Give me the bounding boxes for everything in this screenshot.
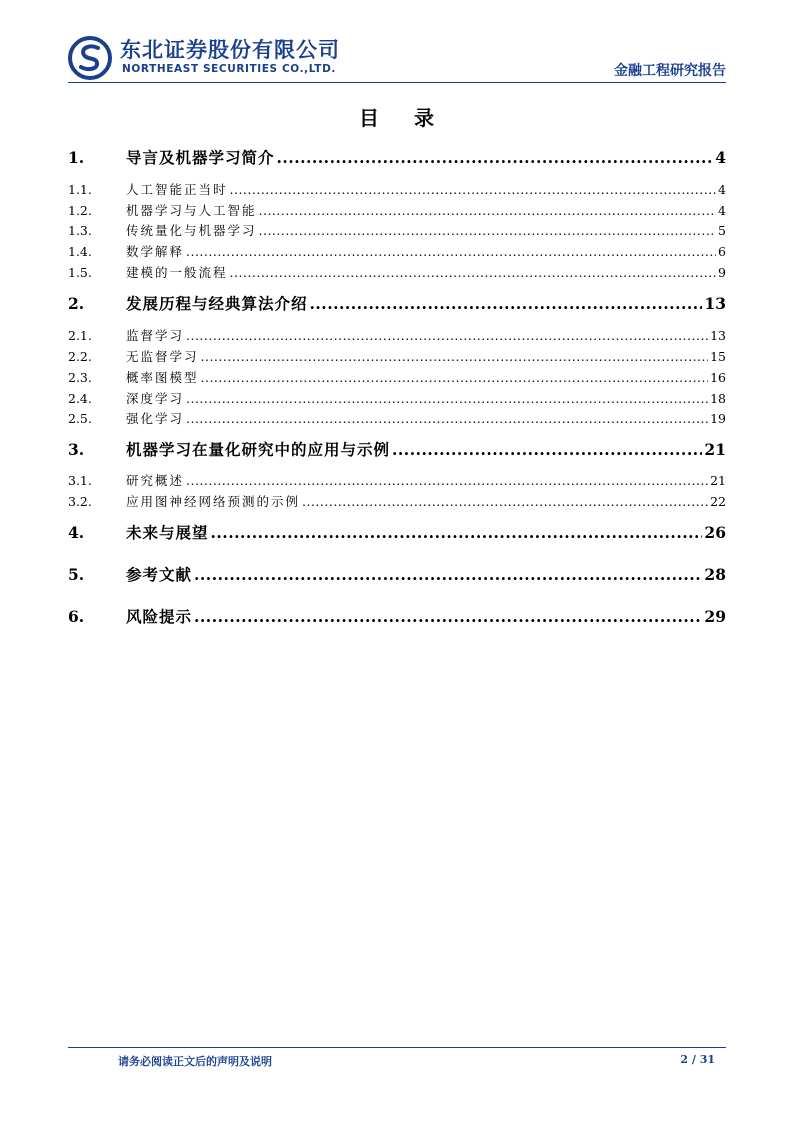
toc-entry-page: 4: [718, 182, 726, 197]
toc-entry[interactable]: [68, 471, 726, 489]
toc-entry-number: 5.: [68, 565, 85, 584]
toc-entry-page: 6: [718, 244, 726, 259]
toc-dot-leader: [186, 391, 708, 406]
toc-entry-number: 3.2.: [68, 494, 92, 509]
toc-entry-label: 传统量化与机器学习: [126, 223, 257, 238]
toc-entry-page: 5: [718, 223, 726, 238]
toc-entry-label: 应用图神经网络预测的示例: [126, 494, 301, 509]
toc-dot-leader: [194, 607, 702, 626]
toc-dot-leader: [230, 265, 717, 280]
toc-entry-page: 4: [718, 203, 726, 218]
toc-entry[interactable]: [68, 201, 726, 219]
toc-entry-number: 2.4.: [68, 391, 92, 406]
report-type: 金融工程研究报告: [614, 63, 726, 79]
toc-dot-leader: [259, 223, 717, 238]
northeast-securities-logo-icon: [68, 36, 112, 80]
toc-entry-number: 3.1.: [68, 473, 92, 488]
toc-dot-leader: [201, 349, 709, 364]
toc-entry-page: 13: [710, 328, 726, 343]
toc-entry-page: 21: [704, 440, 726, 459]
toc-entry-page: 15: [710, 349, 726, 364]
toc-entry-number: 2.5.: [68, 411, 92, 426]
toc-entry-label: 未来与展望: [126, 524, 209, 542]
toc-entry-label: 数学解释: [126, 244, 185, 259]
page-indicator: 2 / 31: [680, 1053, 715, 1066]
toc-entry[interactable]: [68, 221, 726, 239]
toc-dot-leader: [277, 148, 714, 167]
toc-entry-number: 2.1.: [68, 328, 92, 343]
toc-entry-label: 强化学习: [126, 411, 185, 426]
toc-entry[interactable]: [68, 605, 726, 627]
toc-entry-label: 风险提示: [126, 608, 193, 626]
company-name-cn: 东北证券股份有限公司: [120, 38, 340, 62]
toc-entry-number: 2.3.: [68, 370, 92, 385]
toc-entry[interactable]: [68, 292, 726, 314]
toc-entry-page: 19: [710, 411, 726, 426]
toc-entry-label: 机器学习与人工智能: [126, 203, 257, 218]
toc-entry[interactable]: [68, 347, 726, 365]
toc-entry-label: 研究概述: [126, 473, 185, 488]
toc-dot-leader: [302, 494, 708, 509]
toc-entry[interactable]: [68, 263, 726, 281]
toc-entry-number: 2.: [68, 294, 85, 313]
toc-entry[interactable]: [68, 180, 726, 198]
toc-entry-page: 18: [710, 391, 726, 406]
toc-dot-leader: [392, 440, 702, 459]
toc-entry-label: 参考文献: [126, 566, 193, 584]
toc-dot-leader: [230, 182, 717, 197]
toc-dot-leader: [310, 294, 703, 313]
page-header: [68, 30, 726, 80]
toc-entry-label: 监督学习: [126, 328, 185, 343]
toc-entry-page: 28: [704, 565, 726, 584]
toc-entry-number: 1.2.: [68, 203, 92, 218]
footer-divider: [68, 1047, 726, 1048]
header-divider: [68, 82, 726, 83]
toc-entry[interactable]: [68, 438, 726, 460]
toc-entry-label: 导言及机器学习简介: [126, 149, 275, 167]
toc-entry-number: 1.1.: [68, 182, 92, 197]
toc-dot-leader: [194, 565, 702, 584]
toc-entry-number: 1.: [68, 148, 85, 167]
toc-entry-number: 1.4.: [68, 244, 92, 259]
toc-entry-number: 4.: [68, 523, 85, 542]
toc-entry-page: 29: [704, 607, 726, 626]
toc-entry-label: 发展历程与经典算法介绍: [126, 295, 308, 313]
toc-entry[interactable]: [68, 409, 726, 427]
toc-entry-page: 21: [710, 473, 726, 488]
toc-entry-page: 9: [718, 265, 726, 280]
toc-entry-label: 建模的一般流程: [126, 265, 228, 280]
toc-entry-number: 6.: [68, 607, 85, 626]
toc-entry-page: 13: [704, 294, 726, 313]
toc-entry[interactable]: [68, 242, 726, 260]
toc-entry-page: 26: [704, 523, 726, 542]
toc-entry-page: 4: [715, 148, 726, 167]
toc-entry-label: 机器学习在量化研究中的应用与示例: [126, 441, 391, 459]
toc-entry-number: 2.2.: [68, 349, 92, 364]
toc-entry-number: 3.: [68, 440, 85, 459]
toc-dot-leader: [186, 411, 708, 426]
toc-entry[interactable]: [68, 563, 726, 585]
toc-entry-number: 1.3.: [68, 223, 92, 238]
toc-entry-label: 概率图模型: [126, 370, 199, 385]
footer-disclaimer-note: 请务必阅读正文后的声明及说明: [118, 1055, 272, 1068]
toc-dot-leader: [259, 203, 717, 218]
toc-entry-number: 1.5.: [68, 265, 92, 280]
toc-dot-leader: [186, 473, 708, 488]
toc-entry-page: 22: [710, 494, 726, 509]
toc-dot-leader: [186, 244, 716, 259]
toc-entry-label: 无监督学习: [126, 349, 199, 364]
toc-entry[interactable]: [68, 326, 726, 344]
toc-entry[interactable]: [68, 368, 726, 386]
toc-dot-leader: [201, 370, 709, 385]
toc-dot-leader: [211, 523, 703, 542]
toc-entry[interactable]: [68, 492, 726, 510]
toc-entry[interactable]: [68, 521, 726, 543]
toc-entry[interactable]: [68, 389, 726, 407]
toc-entry-label: 人工智能正当时: [126, 182, 228, 197]
toc-dot-leader: [186, 328, 708, 343]
toc-title: 目 录: [359, 106, 448, 130]
toc-entry-page: 16: [710, 370, 726, 385]
company-name-en: NORTHEAST SECURITIES CO.,LTD.: [122, 63, 336, 75]
toc-entry[interactable]: [68, 146, 726, 168]
toc-entry-label: 深度学习: [126, 391, 185, 406]
